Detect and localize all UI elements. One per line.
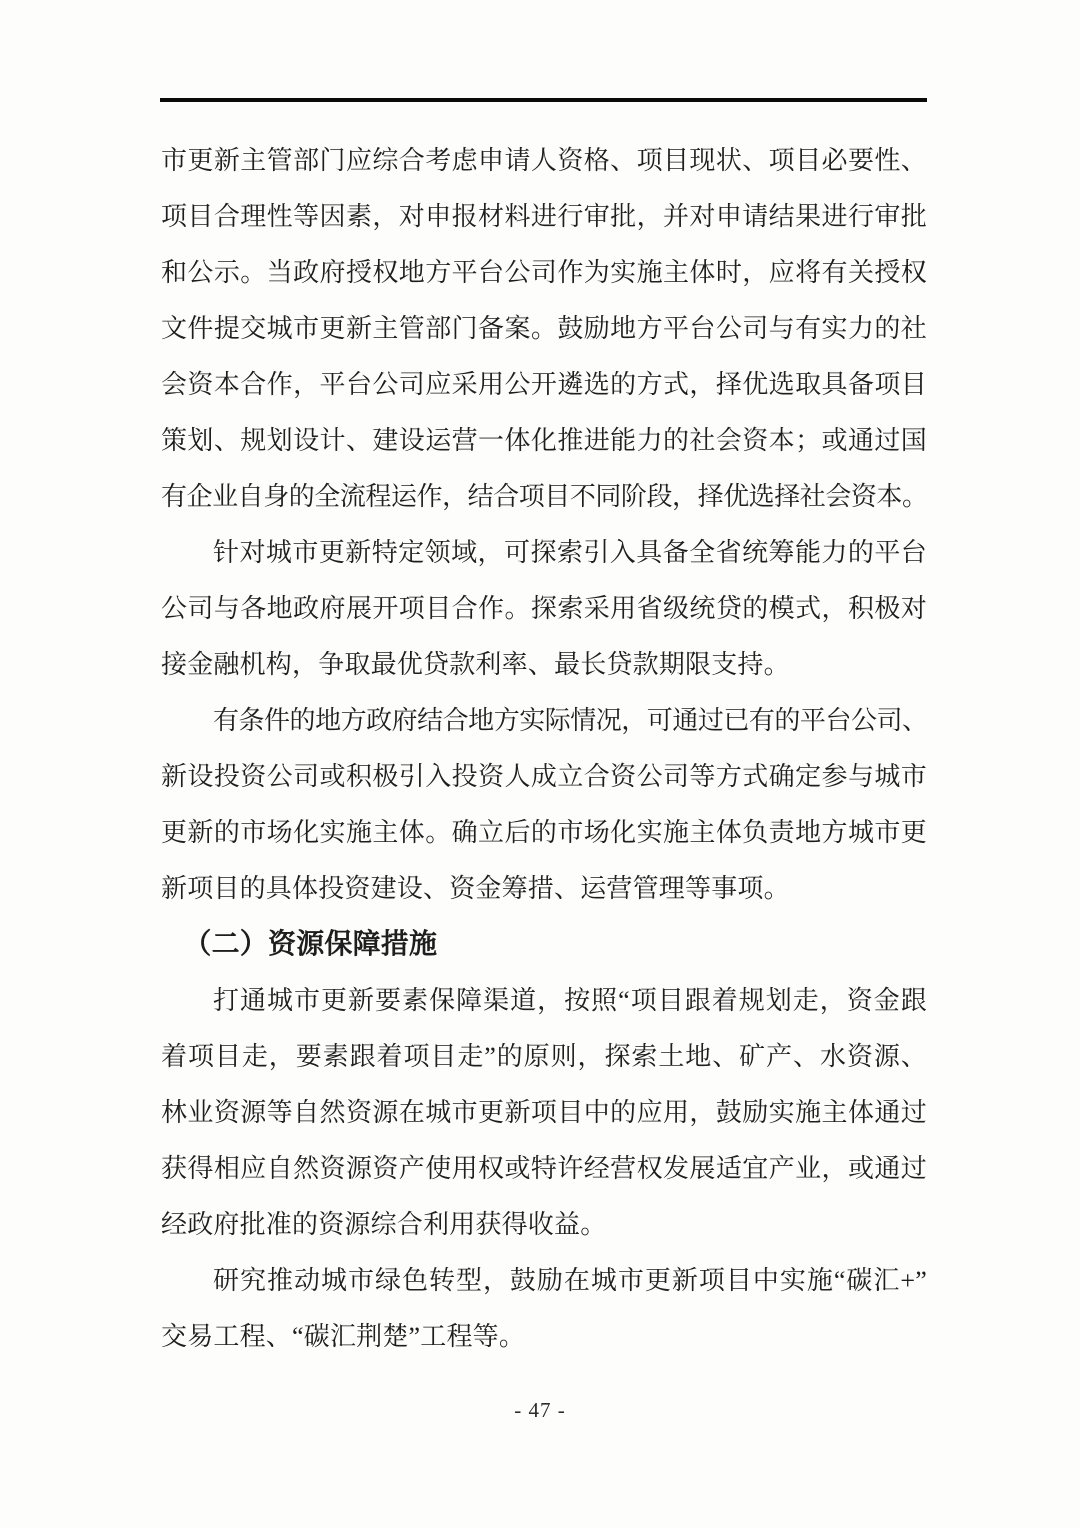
body-line: 着项目走，要素跟着项目走”的原则，探索土地、矿产、水资源、	[161, 1042, 927, 1071]
body-line: 打通城市更新要素保障渠道，按照“项目跟着规划走，资金跟	[213, 986, 927, 1015]
body-line: 市更新主管部门应综合考虑申请人资格、项目现状、项目必要性、	[161, 146, 927, 175]
body-line: 林业资源等自然资源在城市更新项目中的应用，鼓励实施主体通过	[161, 1098, 927, 1127]
body-line: 文件提交城市更新主管部门备案。鼓励地方平台公司与有实力的社	[161, 314, 927, 343]
body-line: 交易工程、“碳汇荆楚”工程等。	[161, 1322, 526, 1351]
body-line: 新设投资公司或积极引入投资人成立合资公司等方式确定参与城市	[161, 762, 927, 791]
body-line: 更新的市场化实施主体。确立后的市场化实施主体负责地方城市更	[161, 818, 927, 847]
body-line: 针对城市更新特定领域，可探索引入具备全省统筹能力的平台	[213, 538, 927, 567]
body-line: 经政府批准的资源综合利用获得收益。	[161, 1210, 607, 1239]
body-line: 新项目的具体投资建设、资金筹措、运营管理等事项。	[161, 874, 790, 903]
body-line: 公司与各地政府展开项目合作。探索采用省级统贷的模式，积极对	[161, 594, 927, 623]
body-line: 有企业自身的全流程运作，结合项目不同阶段，择优选择社会资本。	[161, 482, 927, 511]
body-line: 研究推动城市绿色转型，鼓励在城市更新项目中实施“碳汇+”	[213, 1266, 927, 1295]
body-line: 接金融机构，争取最优贷款利率、最长贷款期限支持。	[161, 650, 790, 679]
body-line: 会资本合作，平台公司应采用公开遴选的方式，择优选取具备项目	[161, 370, 927, 399]
header-divider-rule	[160, 98, 927, 102]
body-line: 获得相应自然资源资产使用权或特许经营权发展适宜产业，或通过	[161, 1154, 927, 1183]
body-line: 策划、规划设计、建设运营一体化推进能力的社会资本；或通过国	[161, 426, 927, 455]
body-line: 项目合理性等因素，对申报材料进行审批，并对申请结果进行审批	[161, 202, 927, 231]
page-number: - 47 -	[514, 1398, 566, 1422]
body-line: 和公示。当政府授权地方平台公司作为实施主体时，应将有关授权	[161, 258, 927, 287]
section-heading: （二）资源保障措施	[183, 929, 438, 960]
body-line: 有条件的地方政府结合地方实际情况，可通过已有的平台公司、	[213, 706, 927, 735]
document-body	[161, 133, 927, 1365]
